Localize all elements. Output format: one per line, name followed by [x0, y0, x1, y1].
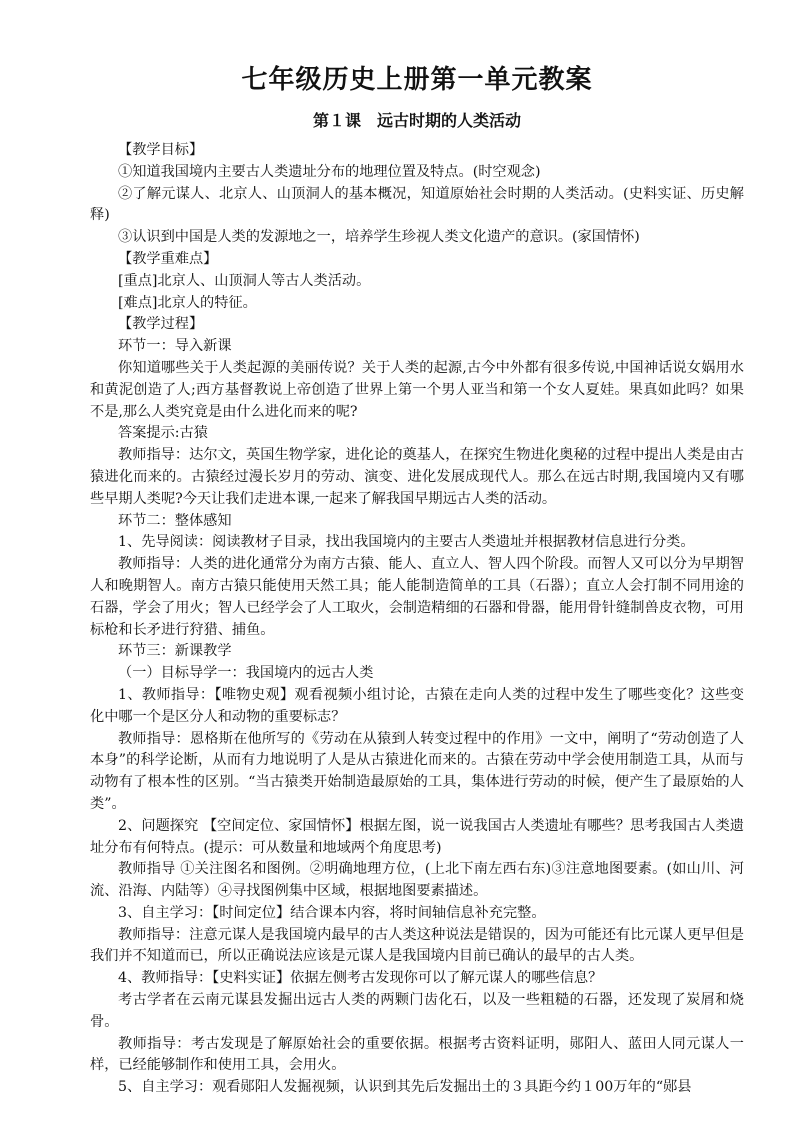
- paragraph: 答案提示:古猿: [118, 425, 208, 442]
- paragraph: 4、教师指导：【史料实证】依据左侧考古发现你可以了解元谋人的哪些信息？: [118, 970, 603, 987]
- paragraph: 考古学者在云南元谋县发掘出远古人类的两颗门齿化石，以及一些粗糙的石器，还发现了炭屑和烧骨。: [90, 992, 744, 1030]
- paragraph: 3、自主学习：【时间定位】结合课本内容，将时间轴信息补充完整。: [118, 904, 546, 921]
- paragraph: 环节二：整体感知: [118, 512, 232, 529]
- document-body: [90, 140, 744, 1099]
- paragraph: [难点]北京人的特征。: [118, 294, 257, 311]
- paragraph: 1、先导阅读：阅读教材子目录，找出我国境内的主要古人类遗址并根据教材信息进行分类。: [118, 534, 695, 551]
- paragraph: 5、自主学习：观看郧阳人发掘视频，认识到其先后发掘出土的３具距今约１00万年的“郧县: [118, 1079, 692, 1096]
- paragraph: 教师指导：人类的进化通常分为南方古猿、能人、直立人、智人四个阶段。而智人又可以分为早期智人和晚期智人。南方古猿只能使用天然工具；能人能制造简单的工具（石器）；直立人会打制不同用途的石器，学会了用火；智人已经学会了人工取火，会制造精细的石器和骨器，能用骨针缝制兽皮衣物，可用标枪和长矛进行狩猎、捕鱼。: [90, 556, 744, 638]
- paragraph: 教师指导：注意元谋人是我国境内最早的古人类这种说法是错误的，因为可能还有比元谋人更早但是我们并不知道而已，所以正确说法应该是元谋人是我国境内目前已确认的最早的古人类。: [90, 926, 744, 965]
- document-title: 七年级历史上册第一单元教案: [241, 65, 593, 95]
- paragraph: ①知道我国境内主要古人类遗址分布的地理位置及特点。(时空观念): [118, 163, 541, 180]
- paragraph: 教师指导 ①关注图名和图例。②明确地理方位，(上北下南左西右东)③注意地图要素。(如山川、河流、沿海、内陆等）④寻找图例集中区域，根据地图要素描述。: [90, 861, 744, 900]
- paragraph: 你知道哪些关于人类起源的美丽传说？关于人类的起源,古今中外都有很多传说,中国神话说女娲用水和黄泥创造了人;西方基督教说上帝创造了世界上第一个男人亚当和第一个女人夏娃。果真如此吗？如果不是,那么人类究竟是由什么进化而来的呢?: [90, 359, 744, 420]
- paragraph: 1、教师指导：【唯物史观】观看视频小组讨论，古猿在走向人类的过程中发生了哪些变化？这些变化中哪一个是区分人和动物的重要标志？: [90, 686, 744, 725]
- paragraph: 【教学目标】: [118, 142, 204, 158]
- paragraph: 【教学重难点】: [118, 250, 218, 267]
- paragraph: 教师指导：恩格斯在他所写的《劳动在从猿到人转变过程中的作用》一文中，阐明了“劳动创造了人本身”的科学论断，从而有力地说明了人是从古猿进化而来的。古猿在劳动中学会使用制造工具，从而与动物有了根本性的区别。“当古猿类开始制造最原始的工具，集体进行劳动的时候，便产生了最原始的人类”。: [90, 730, 744, 812]
- lesson-title: 第１课 远古时期的人类活动: [312, 111, 521, 130]
- paragraph: ③认识到中国是人类的发源地之一，培养学生珍视人类文化遗产的意识。(家国情怀): [118, 229, 640, 246]
- paragraph: 教师指导：达尔文，英国生物学家，进化论的奠基人，在探究生物进化奥秘的过程中提出人类是由古猿进化而来的。古猿经过漫长岁月的劳动、演变、进化发展成现代人。那么在远古时期,我国境内又有哪些早期人类呢?今天让我们走进本课,一起来了解我国早期远古人类的活动。: [90, 447, 744, 507]
- paragraph: 【教学过程】: [118, 316, 204, 333]
- paragraph: 教师指导：考古发现是了解原始社会的重要依据。根据考古资料证明，郧阳人、蓝田人同元谋人一样，已经能够制作和使用工具，会用火。: [90, 1035, 744, 1074]
- paragraph: 环节一：导入新课: [118, 338, 232, 355]
- paragraph: ②了解元谋人、北京人、山顶洞人的基本概况，知道原始社会时期的人类活动。(史料实证、历史解释): [90, 185, 744, 224]
- paragraph: （一）目标导学一：我国境内的远古人类: [118, 665, 374, 682]
- paragraph: [重点]北京人、山顶洞人等古人类活动。: [118, 272, 371, 289]
- paragraph: 2、问题探究 【空间定位、家国情怀】根据左图，说一说我国古人类遗址有哪些？思考我国古人类遗址分布有何特点。(提示：可从数量和地域两个角度思考): [90, 817, 744, 856]
- paragraph: 环节三：新课教学: [118, 643, 232, 660]
